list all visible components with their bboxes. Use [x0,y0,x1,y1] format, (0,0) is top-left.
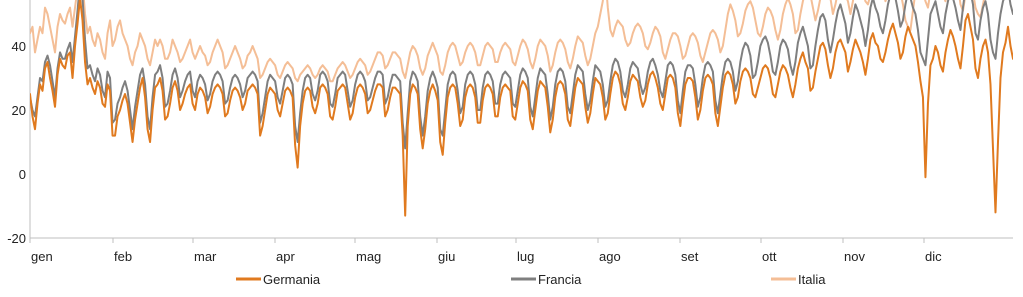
x-tick-label: giu [438,249,456,264]
x-tick-label: mar [194,249,217,264]
x-tick-label: ago [599,249,621,264]
x-tick-label: lug [517,249,535,264]
legend-label: Italia [798,272,826,287]
y-tick-label: 0 [18,167,26,182]
legend [236,272,826,287]
series-lines [30,0,1013,216]
y-tick-label: 40 [11,39,26,54]
x-tick-label: apr [276,249,295,264]
y-axis-ticks [7,39,26,246]
x-tick-label: dic [925,249,942,264]
x-tick-label: gen [31,249,53,264]
x-tick-label: ott [762,249,777,264]
x-tick-label: mag [356,249,382,264]
legend-label: Germania [263,272,321,287]
y-tick-label: -20 [7,231,26,246]
x-tick-label: set [681,249,699,264]
series-line-germania [30,0,1013,216]
legend-label: Francia [538,272,582,287]
x-axis-ticks [30,238,942,264]
x-tick-label: nov [844,249,865,264]
y-tick-label: 20 [11,103,26,118]
x-tick-label: feb [114,249,133,264]
